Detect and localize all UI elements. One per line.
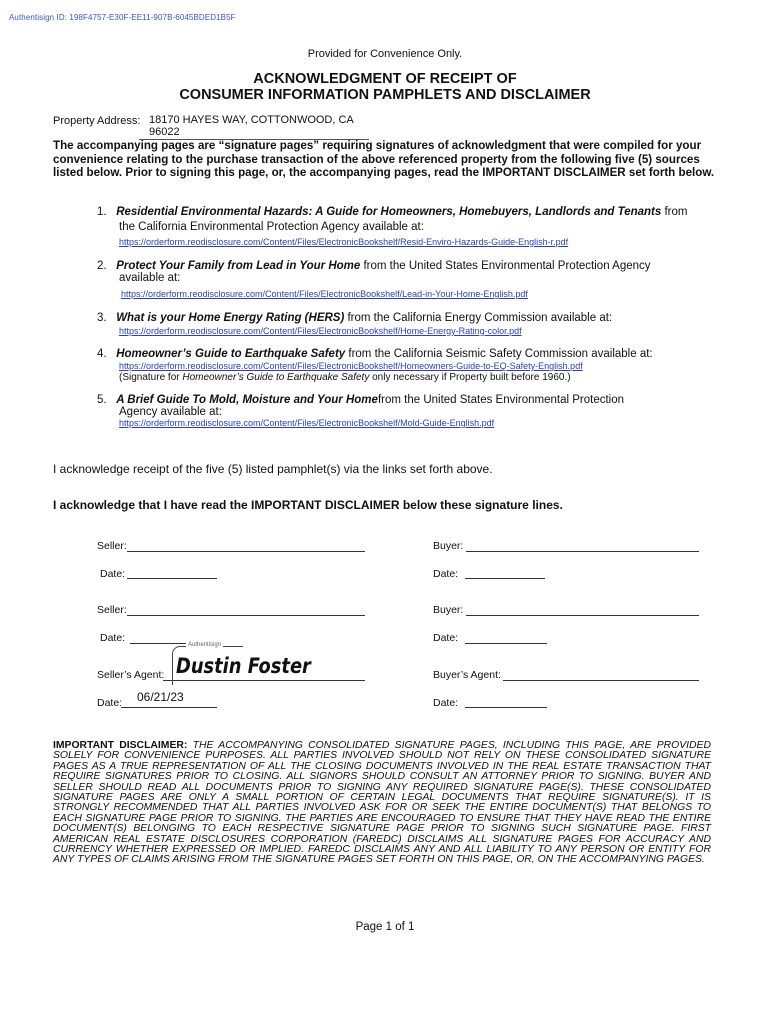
buyer-1-date-label: Date: xyxy=(433,568,459,580)
sellers-agent-label: Seller’s Agent: xyxy=(97,669,165,681)
item-source: from the United States Environmental Protection Agency xyxy=(360,260,651,272)
title-line-1: ACKNOWLEDGMENT OF RECEIPT OF xyxy=(253,71,517,87)
item-number: 5. xyxy=(97,394,107,406)
buyers-agent-date-label: Date: xyxy=(433,697,459,709)
item-number: 3. xyxy=(97,312,107,324)
ack-disclaimer: I acknowledge that I have read the IMPORTANT DISCLAIMER below these signature lines. xyxy=(53,498,563,512)
item-title: A Brief Guide To Mold, Moisture and Your Home xyxy=(116,394,378,406)
buyer-1-label: Buyer: xyxy=(433,540,464,552)
sellers-agent-date-line[interactable] xyxy=(121,707,217,708)
item-source: from the California Seismic Safety Commission available at: xyxy=(345,348,653,360)
pamphlet-link-2[interactable]: https://orderform.reodisclosure.com/Content/Files/ElectronicBookshelf/Lead-in-Your-Home-English.pdf xyxy=(121,289,528,299)
seller-2-label: Seller: xyxy=(97,604,127,616)
item-source-cont: available at: xyxy=(119,272,181,284)
buyer-2-date-label: Date: xyxy=(433,632,459,644)
buyer-2-label: Buyer: xyxy=(433,604,464,616)
important-disclaimer xyxy=(53,741,711,866)
item-source: from the California Energy Commission available at: xyxy=(344,312,613,324)
earthquake-note: (Signature for Homeowner’s Guide to Earthquake Safety only necessary if Property built before 1960.) xyxy=(119,372,571,383)
page-number: Page 1 of 1 xyxy=(355,921,415,933)
document-title xyxy=(0,71,770,103)
sellers-agent-date-value: 06/21/23 xyxy=(137,690,184,704)
pamphlet-link-4[interactable]: https://orderform.reodisclosure.com/Content/Files/ElectronicBookshelf/Homeowners-Guide-to-EQ-Safety-English.pdf xyxy=(119,361,583,371)
seller-1-date-line[interactable] xyxy=(127,578,217,579)
seller-2-date-label: Date: xyxy=(100,632,126,644)
item-number: 1. xyxy=(97,206,107,218)
buyers-agent-label: Buyer’s Agent: xyxy=(433,669,501,681)
pamphlet-item-1 xyxy=(97,206,722,234)
property-address-label: Property Address: xyxy=(53,115,141,127)
item-title: Protect Your Family from Lead in Your Home xyxy=(116,260,361,272)
title-line-2: CONSUMER INFORMATION PAMPHLETS AND DISCLAIMER xyxy=(179,87,591,103)
sellers-agent-signature: Dustin Foster xyxy=(176,654,311,678)
pamphlet-link-3[interactable]: https://orderform.reodisclosure.com/Content/Files/ElectronicBookshelf/Home-Energy-Rating-color.pdf xyxy=(119,326,522,336)
pamphlet-item-3 xyxy=(97,312,722,325)
pamphlet-item-4 xyxy=(97,348,722,361)
item-title: Homeowner’s Guide to Earthquake Safety xyxy=(116,348,346,360)
pamphlet-link-5[interactable]: https://orderform.reodisclosure.com/Content/Files/ElectronicBookshelf/Mold-Guide-English.pdf xyxy=(119,418,495,428)
item-source-cont: Agency available at: xyxy=(119,406,222,418)
disclaimer-text: THE ACCOMPANYING CONSOLIDATED SIGNATURE PAGES, INCLUDING THIS PAGE, ARE PROVIDED SOLELY FOR CONVENIENCE PURPOSES. ALL PARTIES INVOLVED SHOULD NOT RELY ON THESE CONSOLIDATED SIGNATURE PAGES AS A TRUE REPRESENTATION OF ALL THE CLOSING DOCUMENTS INVOLVED IN THE REAL ESTATE TRANSACTION THAT REQUIRE SIGNATURES PRIOR TO CLOSING. ALL SIGNORS SHOULD CONSULT AN ATTORNEY PRIOR TO SIGNING. BUYER AND SELLER SHOULD READ ALL DOCUMENTS PRIOR TO SIGNING ANY REQUIRED SIGNATURE PAGE(S). THESE CONSOLIDATED SIGNATURE PAGES ARE ONLY A SMALL PORTION OF CERTAIN LEGAL DOCUMENTS THAT REQUIRE SIGNATURE(S). IT IS STRONGLY RECOMMENDED THAT ALL PARTIES INVOLVED ASK FOR OR SEEK THE ENTIRE DOCUMENT(S) THAT BELONGS TO EACH SIGNATURE PAGE PRIOR TO SIGNING. THE PARTIES ARE ENCOURAGED TO ENSURE THAT THEY HAVE READ THE ENTIRE DOCUMENT(S) BELONGING TO EACH RESPECTIVE SIGNATURE PAGE PRIOR TO SIGNING SUCH SIGNATURE PAGE. FIRST AMERICAN REAL ESTATE DISCLOSURES CORPORATION (FAREDC) DISCLAIMS ALL SIGNATURE PAGES FOR ACCURACY AND CURRENCY WHETHER EXPRESSED OR IMPLIED. FAREDC DISCLAIMS ANY AND ALL LIABILITY TO ANY PERSON OR ENTITY FOR ANY TYPES OF CLAIMS ARISING FROM THE SIGNATURE PAGES SET FORTH ON THIS PAGE, OR, ON THE ACCOMPANYING PAGES. xyxy=(53,740,711,866)
seller-1-date-label: Date: xyxy=(100,568,126,580)
disclaimer-label: IMPORTANT DISCLAIMER: xyxy=(53,740,188,751)
convenience-note: Provided for Convenience Only. xyxy=(307,48,463,60)
item-source-cont: the California Environmental Protection Agency available at: xyxy=(119,221,424,233)
item-source: from xyxy=(661,206,688,218)
item-source: from the United States Environmental Protection xyxy=(377,394,625,406)
pamphlet-item-5 xyxy=(97,394,722,419)
buyer-1-date-line[interactable] xyxy=(465,578,545,579)
sellers-agent-date-label: Date: xyxy=(97,697,123,709)
buyers-agent-date-line[interactable] xyxy=(465,707,547,708)
pamphlet-link-1[interactable]: https://orderform.reodisclosure.com/Content/Files/ElectronicBookshelf/Resid-Enviro-Hazards-Guide-English-r.pdf xyxy=(119,237,569,247)
pamphlet-item-2 xyxy=(97,260,722,285)
envelope-id: Authentisign ID: 198F4757-E30F-EE11-907B-6045BDED1B5F xyxy=(9,13,236,22)
seller-2-signature-line[interactable] xyxy=(127,615,365,616)
item-title: What is your Home Energy Rating (HERS) xyxy=(116,312,345,324)
item-title: Residential Environmental Hazards: A Guide for Homeowners, Homebuyers, Landlords and Tenants xyxy=(116,206,662,218)
buyer-1-signature-line[interactable] xyxy=(466,551,699,552)
ack-receipt: I acknowledge receipt of the five (5) listed pamphlet(s) via the links set forth above. xyxy=(53,462,493,476)
buyer-2-signature-line[interactable] xyxy=(466,615,699,616)
intro-paragraph: The accompanying pages are “signature pages” requiring signatures of acknowledgment that were compiled for your convenience relating to the purchase transaction of the above referenced property from the following five (5) sources listed below. Prior to signing this page, or, the accompanying pages, read the IMPORTANT DISCLAIMER set forth below. xyxy=(53,139,715,179)
authentisign-mark: Authentisign xyxy=(188,642,222,648)
seller-1-label: Seller: xyxy=(97,540,127,552)
buyer-2-date-line[interactable] xyxy=(465,643,547,644)
item-number: 4. xyxy=(97,348,107,360)
item-number: 2. xyxy=(97,260,107,272)
property-address-value: 18170 HAYES WAY, COTTONWOOD, CA 96022 xyxy=(139,114,369,140)
buyers-agent-signature-line[interactable] xyxy=(503,680,699,681)
seller-1-signature-line[interactable] xyxy=(127,551,365,552)
